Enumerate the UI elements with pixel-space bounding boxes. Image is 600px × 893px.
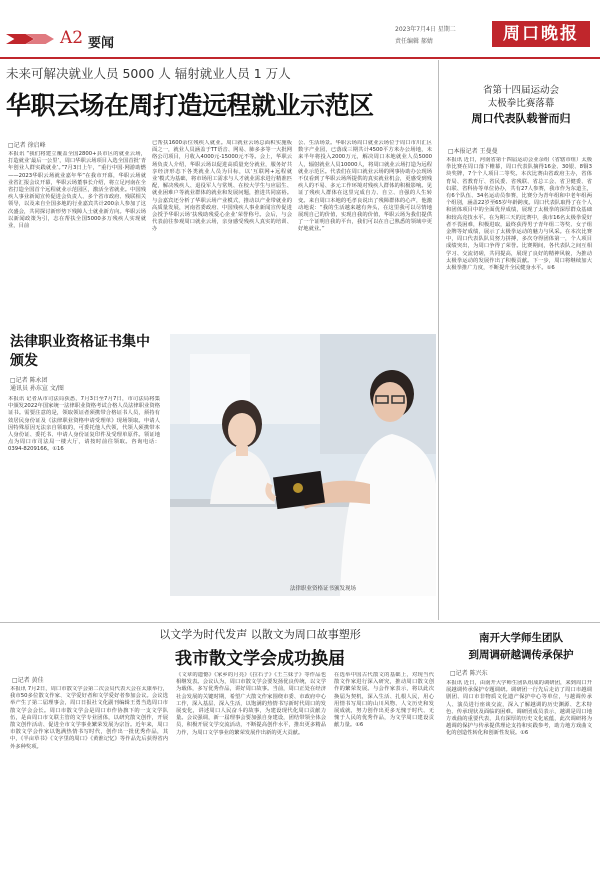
photo-caption: 法律职业资格证书颁发现场 (290, 586, 357, 592)
section-rule (0, 622, 438, 623)
law-article-body: 本报讯 记者从市司法局获悉，7月3日至7月7日，市司法局将集中颁发2022年国家统一法律职业资格考试合格人员法律职业资格证书。需要注意的是，领取领证者须携带合格证书人员，须持有效居民身份证及《法律职业资格申请受理单》现场领取。申请人因特殊原因无法亲自领取的，可委托他人代领，代领人须携带本人身份证、委托书、申请人身份证复印件及受理单原件。领证地点为周口市司法局一楼大厅，请按时前往领取。咨询电话：0394-8209166。①16 (8, 396, 160, 453)
bottom-article-subtitle: 以文学为时代发声 以散文为周口故事塑形 (159, 628, 361, 641)
right-subtitle-line-2: 太极拳比赛落幕 (487, 98, 555, 109)
header-rule (0, 57, 600, 59)
bottom-article-title: 我市散文学会成功换届 (175, 649, 345, 669)
section-name: 要闻 (88, 36, 115, 51)
right-bottom-article-body: 本报讯 近日，由南开大学师生团队组成的调研团，来到周口开展越调传承保护专题调研。调研团一行先后走访了周口市越调剧团、周口市非物质文化遗产保护中心等单位，与越调传承人、演员进行座谈交流，深入了解越调的历史渊源、艺术特色、传承现状及面临的困难。调研团成员表示，越调是周口地方戏曲的重要代表，具有深厚的历史文化底蕴，此次调研将为越调的保护与传承提供理论支持和实践参考，助力地方戏曲文化的创造性转化和创新性发展。①6 (446, 680, 592, 737)
law-byline-line-2: 通讯员 孙东宣 文/图 (10, 385, 64, 392)
rb-title-line-2: 到周调研越调传承保护 (468, 649, 574, 661)
main-article-column-1: 本报讯 “我们将建立覆盖全国2800+县市区的就业云场，打造就业‘最后一公里’，周口华职云场项目入选全国首批‘青年创业人群实践就业’。”7月3日上午，“重行中国·网游助燃——2023华职云场就业嘉年华”在我市开幕，华职云场就业省汇报会议开幕，华职云场董事长介绍，将立足河南在全省打造全国首个远程就业示范园区，激活全省就业。中国残疾人事业新闻宣传促进会负责人、多个省市政府、残联相关领导，以及来自全国多地的行业嘉宾共计200余人参加了这次盛会，共同探讨新形势下残障人士就业新方向。华职云场以新闻政策为引，志在帮扶全国5000多万残疾人实现就业，目前 (8, 151, 146, 230)
right-article-byline: □本报记者 王曼曼 (448, 148, 498, 155)
column-divider (438, 60, 439, 620)
page-header (0, 0, 600, 60)
right-article-subtitle (448, 84, 594, 110)
section-rule-right (438, 622, 600, 623)
rb-title-line-1: 南开大学师生团队 (479, 632, 563, 644)
right-bottom-article-byline: □记者 陈兴东 (450, 670, 488, 677)
right-subtitle-line-1: 省第十四届运动会 (482, 85, 559, 96)
photo-illustration (170, 334, 436, 596)
responsible-editor: 责任编辑 郝婧 (395, 38, 433, 45)
main-article-subtitle: 未来可解决就业人员 5000 人 辐射就业人员 1 万人 (6, 66, 291, 81)
issue-date: 2023年7月4日 星期二 (395, 26, 456, 33)
bottom-article-column-1: 本报讯 7月2日，周口市散文学会第二次会员代表大会在太康举行，我市50多位散文作家、文学爱好者和文学爱好者参加会议。会议选举产生了第二届理事会，周口日报社文化副刊编辑王勇当选周口市散文学会会长。周口市散文学会是周口市作协旗下的一支文学队伍，是由周口市文联主管的文学专业团体，以研究散文创作，开展散文创作活动、促进全市文学事业繁荣发展为宗旨。近年来，周口市散文学会作家以饱满热情书写时代，创作出一批优秀作品，其中，《半亩草书》《文字里的周口》《黄淮记忆》等作品先后获得省内外多种奖项。 (10, 686, 168, 750)
right-bottom-article-title (448, 630, 594, 664)
right-article-title: 周口代表队载誉而归 (471, 112, 571, 125)
main-article-column-3: 公、生活场景。华职云场周口就业云场位于周口市川汇区数字产业园，已落成三期共计4500平方米办公场地，未来半年将投入2000万元，解决周口本地就业人员5000人，辐射就业人员10000人，将周口就业云场打造为远程就业示范区。代表们在周口就业云场的网事协助办公现场不仅看到了华职云场所提供的真实就业机会，更感受到残疾人的不易、多元工作环境对残疾人群体的积极影响。见证了残疾人群体在这里完成自力、自立、自强的人生转变。来自周口本地的毛孝良说出了残障群体的心声，他激动地说：“我的生活越来越有奔头，在这里我可以尽情地展现自己的价值，实现自我的价值，华职云场为我们提供了一个证明自我的平台，我们可以在自己熟悉的领域中更好地就业。” (298, 140, 432, 233)
main-article-column-2: 已帮扶1600余位残疾人就业。周口就业云场总面积实施板面之一，就业人员涵盖于TT语音、网易、肺多多等一大批网络公司项目，月收入4000元-15000元不等。会上，华职云场负责人介绍，华职云场以促进高质量充分就业，服务好共享经济形态下各类就业人员为目标，以‘互联网+远程就业’模式为基础，将市场用工需求与人才就业需求进行精准匹配，解决残疾人、退役军人与常规、在校大学生与应届生、就业困难户等就业群体的就业和发展问题，推进共同富裕。与会嘉宾还分析了华职云场产业模式，推动以产业带就业的高质量发展，河南省委政府、中国残疾人事业新闻宣传促进会授予华职云场‘扶残助残爱心企业’荣誉称号。会后，与会代表前往参观周口就业云场，亲身感受残疾人真实的培训、办 (152, 140, 292, 233)
bottom-article-byline: □记者 黄佳 (12, 677, 44, 684)
bottom-article-column-2: 《文章的遗憾》《家乡的月亮》《拉石子》《王兰妹子》等作品也相继发表。会议认为，周口市散文学会要发扬优良传统，以文学为载体，多写优秀作品，讲好周口故事。当前，周口正处在经济社会发展的关键时期，希望广大散文作家围绕市委、市政府中心工作，深入基层、深入生活，以饱满的热情书写新时代周口的发展变化，讲述周口人民奋斗的故事，为建设现代化周口贡献力量。会议强调，新一届理事会要加强自身建设，团结带领全体会员，积极开展文学交流活动，不断提高创作水平，推出更多精品力作，为周口文学事业的繁荣发展作出新的更大贡献。 (176, 672, 326, 736)
law-byline-line-1: □记者 陈永团 (10, 377, 48, 384)
newspaper-logo: 周口晚报 (492, 21, 590, 47)
right-article-body: 本报讯 近日，河南省第十四届运动会业余组（省辖市组）太极拳比赛在周口落下帷幕，周口代表队摘得16金、30银、8铜3块奖牌，7个个人项目二等奖。本次比赛由省政府主办，省体育局、省教育厅、省民委、省残联、省总工会、省卫健委、省妇联、省科协等单位协办，共有27人参赛，我市作为东道主，有6个队伍、34名运动员参赛，比赛分为青年组和中老年组两个组别，涵盖22岁至65岁年龄跨度。周口代表队取得了在个人和团体项目中的全面优异成绩，展现了太极拳的深厚群众基础和较高竞技水平。在为期三天的比赛中，我市16名太极拳爱好者不畏困难，积极进取，最终获得男子青年组二等奖、女子组金牌等好成绩，展示了太极拳运动的魅力与风采。在本次比赛中，周口代表队队员努力拼搏，多次夺得团体第一，个人项目成绩突出，为周口争得了荣誉。比赛期间，各代表队之间互相学习、交流切磋，共同提高，展现了良好的精神风貌，为推动太极拳运动的发展作出了积极贡献。下一步，周口将继续加大太极拳推广力度，不断提升全民健身水平。①6 (446, 157, 592, 272)
main-article-byline: □记者 徐启峰 (8, 142, 46, 149)
section-code: A2 (60, 28, 84, 48)
main-article-title: 华职云场在周打造远程就业示范区 (6, 91, 374, 120)
bottom-article-column-3: 在选举中国古代散文的基础上，对现当代散文作家进行深入研究，推动周口散文创作的繁荣发展。与会作家表示，将以此次换届为契机，深入生活、扎根人民，用心用情书写周口的山川风物、人文历史和发展成就，努力创作出更多无愧于时代、无愧于人民的优秀作品，为文学周口建设贡献力量。①6 (334, 672, 434, 729)
law-article-title: 法律职业资格证书集中颁发 (10, 334, 150, 369)
law-article-byline (10, 377, 64, 393)
news-photo (170, 334, 436, 596)
